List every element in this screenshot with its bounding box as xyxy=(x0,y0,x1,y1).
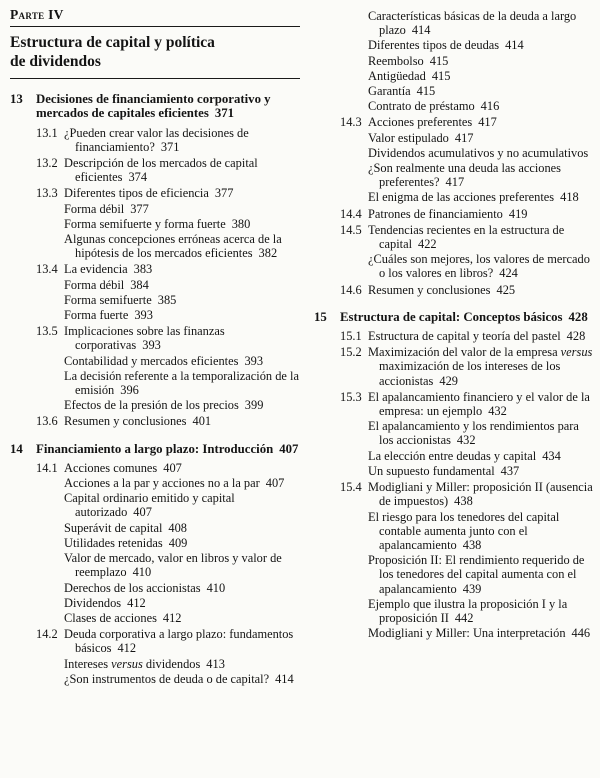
entry-number: 13.1 xyxy=(36,125,58,140)
entry-title: Descripción de los mercados de capital eficientes 374 xyxy=(64,156,258,185)
toc-entry-sub xyxy=(10,308,300,322)
page-number: 410 xyxy=(132,565,152,580)
toc-entry-sub xyxy=(10,202,300,216)
toc-entry-sub xyxy=(314,84,594,98)
toc-entry-sub xyxy=(10,232,300,260)
toc-entry-sub xyxy=(314,38,594,52)
toc-entry-sub xyxy=(10,476,300,490)
toc-entry-sub xyxy=(314,510,594,553)
entry-number: 15.2 xyxy=(340,345,362,360)
toc-entry-section xyxy=(314,115,594,129)
entry-title: Acciones comunes 407 xyxy=(64,460,182,475)
entry-title: Efectos de la presión de los precios 399 xyxy=(64,398,264,413)
page-number: 422 xyxy=(418,237,437,252)
page-number: 418 xyxy=(560,190,579,205)
toc-entry-sub xyxy=(314,69,594,83)
entry-number: 13 xyxy=(10,92,23,107)
toc-entry-sub xyxy=(314,553,594,596)
toc-entry-sub xyxy=(10,536,300,550)
toc-entry-sub xyxy=(314,419,594,447)
entry-title: Superávit de capital 408 xyxy=(64,520,187,535)
entry-title: Forma débil 384 xyxy=(64,277,149,292)
entry-title: Resumen y conclusiones 401 xyxy=(64,414,212,429)
entry-number: 13.6 xyxy=(36,414,58,429)
toc-entry-section xyxy=(10,156,300,184)
entry-title: Deuda corporativa a largo plazo: fundamentos básicos 412 xyxy=(64,627,294,656)
page-number: 428 xyxy=(566,329,586,344)
part-header xyxy=(10,8,300,79)
page-number: 401 xyxy=(192,414,212,429)
entry-number: 14.6 xyxy=(340,282,362,297)
page-number: 415 xyxy=(429,53,449,68)
toc-page xyxy=(10,8,592,687)
entry-title: Proposición II: El rendimiento requerido de los tenedores del capital aumenta con el apalancamiento 439 xyxy=(368,553,585,596)
entry-title: Valor estipulado 417 xyxy=(368,130,474,145)
page-number: 428 xyxy=(568,309,588,324)
entry-title: Capital ordinario emitido y capital autorizado 407 xyxy=(64,491,235,520)
entry-number: 13.3 xyxy=(36,186,58,201)
entry-number: 15.4 xyxy=(340,480,362,495)
entry-number: 13.5 xyxy=(36,324,58,339)
entry-number: 15.3 xyxy=(340,389,362,404)
toc-entry-sub xyxy=(314,252,594,280)
toc-entry-sub xyxy=(10,354,300,368)
toc-entry-chapter xyxy=(10,442,300,456)
entry-title: Contabilidad y mercados eficientes 393 xyxy=(64,353,264,368)
entry-title: El apalancamiento financiero y el valor de la empresa: un ejemplo 432 xyxy=(368,389,590,419)
page-number: 407 xyxy=(279,441,299,456)
entry-title: Forma fuerte 393 xyxy=(64,308,153,323)
toc-entry-section xyxy=(10,186,300,200)
entry-title: Un supuesto fundamental 437 xyxy=(368,463,520,478)
entry-title: Patrones de financiamiento 419 xyxy=(368,206,528,221)
toc-entry-sub xyxy=(314,146,594,160)
entry-title: Estructura de capital y teoría del pastel 428 xyxy=(368,329,586,344)
page-number: 429 xyxy=(439,373,458,388)
toc-entry-sub xyxy=(314,161,594,189)
page-number: 414 xyxy=(275,671,294,686)
toc-column-right-wrapper xyxy=(314,8,594,687)
entry-number: 14.4 xyxy=(340,206,362,221)
entry-title: Contrato de préstamo 416 xyxy=(368,99,500,114)
entry-title: El riesgo para los tenedores del capital contable aumenta junto con el apalancamiento 438 xyxy=(368,509,560,552)
entry-title: Acciones a la par y acciones no a la par 407 xyxy=(64,476,285,491)
toc-entry-sub xyxy=(10,293,300,307)
toc-column-left-wrapper xyxy=(10,8,300,687)
toc-entry-section xyxy=(10,414,300,428)
entry-title: Ejemplo que ilustra la proposición I y la proposición II 442 xyxy=(368,596,568,625)
page-number: 374 xyxy=(128,170,148,185)
toc-entry-sub xyxy=(10,278,300,292)
page-number: 442 xyxy=(454,610,474,625)
toc-entry-sub xyxy=(10,491,300,519)
page-number: 417 xyxy=(445,175,465,190)
page-number: 425 xyxy=(496,282,516,297)
toc-column-left xyxy=(10,92,300,686)
toc-entry-sub xyxy=(314,190,594,204)
page-number: 393 xyxy=(244,353,264,368)
entry-title: Reembolso 415 xyxy=(368,53,449,68)
entry-title: ¿Son realmente una deuda las acciones preferentes? 417 xyxy=(368,161,562,190)
page-number: 409 xyxy=(168,535,188,550)
page-number: 414 xyxy=(411,23,431,38)
entry-title: Forma débil 377 xyxy=(64,201,149,216)
page-number: 419 xyxy=(508,206,528,221)
toc-entry-sub xyxy=(314,626,594,640)
toc-entry-chapter xyxy=(314,310,594,324)
toc-entry-sub xyxy=(314,449,594,463)
entry-title: Diferentes tipos de deudas 414 xyxy=(368,38,524,53)
page-number: 408 xyxy=(168,520,187,535)
entry-title: Características básicas de la deuda a largo plazo 414 xyxy=(368,9,577,38)
toc-entry-section xyxy=(10,262,300,276)
toc-entry-section xyxy=(314,283,594,297)
entry-title: Implicaciones sobre las finanzas corporativas 393 xyxy=(64,324,225,353)
page-number: 417 xyxy=(454,130,474,145)
toc-entry-sub xyxy=(10,596,300,610)
entry-title: Diferentes tipos de eficiencia 377 xyxy=(64,186,234,201)
entry-number: 13.4 xyxy=(36,262,58,277)
page-number: 384 xyxy=(130,277,149,292)
page-number: 432 xyxy=(488,404,507,419)
page-number: 415 xyxy=(416,84,436,99)
page-number: 412 xyxy=(127,595,146,610)
toc-entry-section xyxy=(10,461,300,475)
toc-entry-sub xyxy=(314,99,594,113)
page-number: 383 xyxy=(133,262,153,277)
page-number: 407 xyxy=(133,505,152,520)
entry-title: Algunas concepciones erróneas acerca de la hipótesis de los mercados eficientes 382 xyxy=(64,232,282,261)
page-number: 438 xyxy=(462,537,482,552)
toc-entry-section xyxy=(10,627,300,655)
entry-title: Decisiones de financiamiento corporativo y mercados de capitales eficientes 371 xyxy=(36,92,271,121)
page-number: 415 xyxy=(431,68,451,83)
page-number: 377 xyxy=(214,186,234,201)
entry-title: Tendencias recientes en la estructura de capital 422 xyxy=(368,222,565,252)
toc-entry-chapter xyxy=(10,92,300,120)
toc-entry-section xyxy=(314,329,594,343)
entry-number: 15.1 xyxy=(340,329,362,344)
entry-title: Estructura de capital: Conceptos básicos 428 xyxy=(340,309,588,324)
entry-number: 14.1 xyxy=(36,460,58,475)
entry-title: Clases de acciones 412 xyxy=(64,610,182,625)
entry-number: 14.3 xyxy=(340,115,362,130)
page-number: 432 xyxy=(456,433,476,448)
entry-title: Valor de mercado, valor en libros y valor de reemplazo 410 xyxy=(64,551,282,580)
toc-column-right xyxy=(314,9,594,640)
entry-title: Maximización del valor de la empresa versus maximización de los intereses de los accionistas 429 xyxy=(368,345,593,388)
toc-entry-sub xyxy=(10,398,300,412)
page-number: 393 xyxy=(142,338,161,353)
entry-number: 14.5 xyxy=(340,222,362,237)
toc-entry-sub xyxy=(10,521,300,535)
part-title: Estructura de capital y política de dividendos xyxy=(10,34,215,71)
page-number: 417 xyxy=(478,115,497,130)
toc-entry-section xyxy=(10,126,300,154)
entry-title: Intereses versus dividendos 413 xyxy=(64,656,225,671)
toc-entry-sub xyxy=(314,54,594,68)
entry-title: Forma semifuerte y forma fuerte 380 xyxy=(64,216,251,231)
entry-title: Resumen y conclusiones 425 xyxy=(368,282,516,297)
page-number: 414 xyxy=(505,38,524,53)
entry-title: Dividendos 412 xyxy=(64,595,146,610)
page-number: 412 xyxy=(162,610,182,625)
page-number: 393 xyxy=(134,308,153,323)
page-number: 377 xyxy=(130,201,149,216)
toc-entry-sub xyxy=(10,369,300,397)
page-number: 396 xyxy=(120,383,139,398)
entry-title: Modigliani y Miller: proposición II (ausencia de impuestos) 438 xyxy=(368,480,593,509)
entry-title: Garantía 415 xyxy=(368,84,436,99)
entry-title: Derechos de los accionistas 410 xyxy=(64,580,226,595)
entry-title: Utilidades retenidas 409 xyxy=(64,535,188,550)
divider-bottom xyxy=(10,78,300,79)
entry-number: 14.2 xyxy=(36,627,58,642)
page-number: 380 xyxy=(231,216,251,231)
toc-entry-section xyxy=(314,480,594,508)
entry-title: ¿Cuáles son mejores, los valores de mercado o los valores en libros? 424 xyxy=(368,252,590,281)
toc-entry-section xyxy=(10,324,300,352)
part-label: Parte IV xyxy=(10,7,64,22)
page-number: 371 xyxy=(214,106,235,121)
page-number: 399 xyxy=(244,398,264,413)
page-number: 412 xyxy=(117,641,137,656)
toc-entry-sub xyxy=(10,581,300,595)
toc-entry-sub xyxy=(10,672,300,686)
page-number: 413 xyxy=(206,656,225,671)
page-number: 424 xyxy=(499,266,518,281)
toc-entry-sub xyxy=(10,551,300,579)
entry-title: Dividendos acumulativos y no acumulativos xyxy=(368,145,589,160)
page-number: 371 xyxy=(160,139,180,154)
entry-title: ¿Son instrumentos de deuda o de capital? 414 xyxy=(64,671,294,686)
page-number: 439 xyxy=(462,581,482,596)
page-number: 407 xyxy=(265,476,285,491)
toc-entry-sub xyxy=(10,657,300,671)
toc-entry-sub xyxy=(314,9,594,37)
entry-title: Antigüedad 415 xyxy=(368,68,451,83)
entry-title: La evidencia 383 xyxy=(64,262,153,277)
entry-title: El apalancamiento y los rendimientos para los accionistas 432 xyxy=(368,419,579,448)
toc-entry-sub xyxy=(314,131,594,145)
entry-title: Forma semifuerte 385 xyxy=(64,292,177,307)
toc-entry-section xyxy=(314,223,594,251)
toc-entry-sub xyxy=(10,611,300,625)
page-number: 446 xyxy=(571,626,591,641)
toc-entry-sub xyxy=(10,217,300,231)
entry-title: ¿Pueden crear valor las decisiones de financiamiento? 371 xyxy=(64,125,249,154)
page-number: 410 xyxy=(206,580,226,595)
toc-entry-section xyxy=(314,390,594,418)
toc-entry-section xyxy=(314,207,594,221)
entry-title: Acciones preferentes 417 xyxy=(368,115,497,130)
page-number: 434 xyxy=(542,448,561,463)
page-number: 437 xyxy=(500,463,520,478)
toc-entry-section xyxy=(314,345,594,388)
entry-number: 13.2 xyxy=(36,156,58,171)
page-number: 385 xyxy=(157,292,177,307)
page-number: 438 xyxy=(454,494,473,509)
page-number: 382 xyxy=(258,246,278,261)
page-number: 407 xyxy=(163,460,182,475)
toc-entry-sub xyxy=(314,464,594,478)
entry-title: Modigliani y Miller: Una interpretación 446 xyxy=(368,626,591,641)
entry-number: 15 xyxy=(314,309,327,324)
entry-title: La elección entre deudas y capital 434 xyxy=(368,448,561,463)
entry-title: Financiamiento a largo plazo: Introducción 407 xyxy=(36,441,299,456)
toc-entry-sub xyxy=(314,597,594,625)
entry-title: El enigma de las acciones preferentes 418 xyxy=(368,190,579,205)
entry-number: 14 xyxy=(10,441,23,456)
entry-title: La decisión referente a la temporalización de la emisión 396 xyxy=(64,368,299,398)
divider-top xyxy=(10,26,300,27)
page-number: 416 xyxy=(480,99,500,114)
